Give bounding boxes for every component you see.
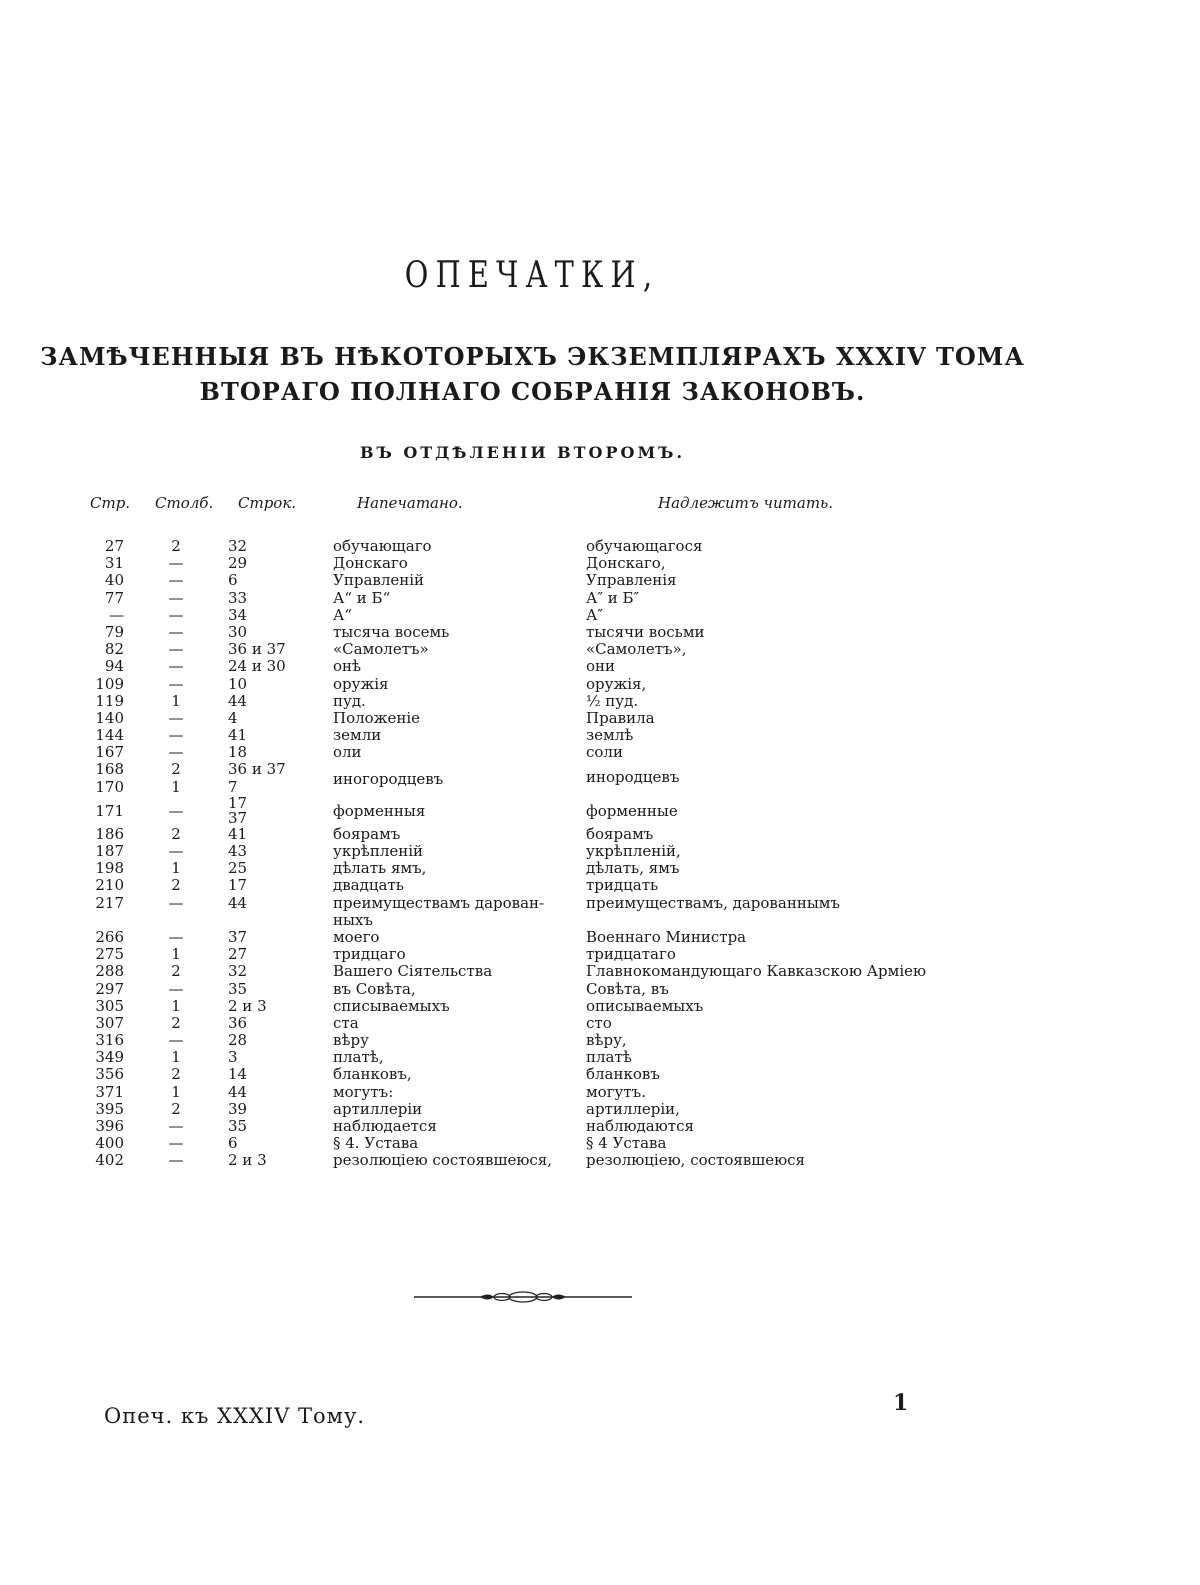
cell-line: 39 xyxy=(228,1099,248,1118)
cell-line: 3 xyxy=(228,1048,238,1067)
cell-column: 1 xyxy=(171,1048,181,1067)
cell-column: — xyxy=(168,588,184,607)
cell-column: — xyxy=(168,708,184,727)
cell-line: 17 xyxy=(228,876,248,895)
table-row xyxy=(0,555,1200,572)
cell-page: 109 xyxy=(95,674,124,693)
table-row xyxy=(0,1152,1200,1169)
table-row xyxy=(0,912,1200,929)
cell-page: 198 xyxy=(95,859,124,878)
cell-line: 43 xyxy=(228,842,248,860)
cell-line: 18 xyxy=(228,743,248,762)
cell-printed: иногородцевъ xyxy=(333,769,444,788)
cell-printed: Вашего Сіятельства xyxy=(333,962,493,981)
table-row xyxy=(0,693,1200,710)
cell-page: 144 xyxy=(95,726,124,745)
cell-should-read: укрѣпленій, xyxy=(586,842,681,860)
table-row xyxy=(0,929,1200,946)
ornament-divider xyxy=(414,1289,632,1305)
table-row xyxy=(0,1118,1200,1135)
cell-should-read: сто xyxy=(586,1013,612,1032)
cell-printed: артиллеріи xyxy=(333,1099,423,1118)
errata-table xyxy=(0,538,1200,1170)
cell-printed: укрѣпленій xyxy=(333,842,424,860)
cell-printed: обучающаго xyxy=(333,537,432,555)
cell-should-read: платѣ xyxy=(586,1048,632,1067)
cell-should-read: Правила xyxy=(586,708,655,727)
cell-line: 37 xyxy=(228,927,248,946)
cell-printed: боярамъ xyxy=(333,824,401,843)
cell-printed: въ Совѣта, xyxy=(333,979,416,998)
cell-line: 24 и 30 xyxy=(228,657,286,676)
table-row xyxy=(0,895,1200,912)
cell-page: 94 xyxy=(104,657,124,676)
cell-column: 2 xyxy=(171,1065,181,1084)
cell-should-read: Главнокомандующаго Кавказскою Арміею xyxy=(586,962,927,981)
table-row xyxy=(0,538,1200,555)
cell-printed: земли xyxy=(333,726,382,745)
cell-page: 217 xyxy=(95,893,124,912)
cell-page: 402 xyxy=(95,1151,124,1170)
cell-should-read: описываемыхъ xyxy=(586,996,704,1015)
cell-printed: оружія xyxy=(333,674,389,693)
cell-column: 1 xyxy=(171,691,181,710)
table-row xyxy=(0,590,1200,607)
cell-printed: ста xyxy=(333,1013,359,1032)
cell-printed: двадцать xyxy=(333,876,404,895)
cell-page: — xyxy=(109,605,124,624)
cell-column: — xyxy=(168,571,184,590)
cell-should-read: Донскаго, xyxy=(586,554,666,573)
cell-should-read: артиллеріи, xyxy=(586,1099,680,1118)
cell-should-read: боярамъ xyxy=(586,824,654,843)
cell-page: 349 xyxy=(95,1048,124,1067)
cell-page: 371 xyxy=(95,1082,124,1101)
cell-line: 41 xyxy=(228,726,248,745)
table-row xyxy=(0,1084,1200,1101)
cell-should-read: § 4 Устава xyxy=(586,1134,667,1153)
cell-printed: А“ и Б“ xyxy=(333,588,391,607)
cell-should-read: они xyxy=(586,657,616,676)
cell-column: 2 xyxy=(171,1013,181,1032)
cell-column: — xyxy=(168,1134,184,1153)
cell-column: 1 xyxy=(171,777,181,796)
header-column: Столб. xyxy=(155,494,214,512)
cell-should-read: преимуществамъ, дарованнымъ xyxy=(586,893,840,912)
table-row xyxy=(0,1066,1200,1083)
cell-line: 29 xyxy=(228,554,248,573)
cell-should-read: А″ и Б″ xyxy=(586,588,640,607)
cell-printed: тридцаго xyxy=(333,945,406,964)
cell-should-read: обучающагося xyxy=(586,537,703,555)
cell-page: 266 xyxy=(95,927,124,946)
cell-printed: бланковъ, xyxy=(333,1065,412,1084)
cell-page: 396 xyxy=(95,1117,124,1135)
cell-column: — xyxy=(168,726,184,745)
table-row xyxy=(0,1032,1200,1049)
cell-column: — xyxy=(168,605,184,624)
header-should-read: Надлежитъ читать. xyxy=(658,494,833,512)
cell-printed: форменныя xyxy=(333,801,426,820)
cell-line: 36 xyxy=(228,1013,248,1032)
cell-line: 2 и 3 xyxy=(228,1151,267,1170)
cell-page: 140 xyxy=(95,708,124,727)
cell-column: 1 xyxy=(171,859,181,878)
cell-line: 32 xyxy=(228,962,248,981)
table-row xyxy=(0,641,1200,658)
table-row xyxy=(0,572,1200,589)
cell-column: 2 xyxy=(171,876,181,895)
cell-printed: тысяча восемь xyxy=(333,622,450,641)
cell-column: 2 xyxy=(171,824,181,843)
cell-should-read: «Самолетъ», xyxy=(586,640,687,659)
table-row xyxy=(0,744,1200,761)
cell-line: 6 xyxy=(228,1134,238,1153)
cell-page: 356 xyxy=(95,1065,124,1084)
cell-line: 33 xyxy=(228,588,248,607)
cell-page: 77 xyxy=(104,588,124,607)
cell-page: 297 xyxy=(95,979,124,998)
cell-line: 35 xyxy=(228,1117,248,1135)
table-row xyxy=(0,877,1200,894)
table-row xyxy=(0,860,1200,877)
cell-printed: § 4. Устава xyxy=(333,1134,419,1153)
cell-page: 31 xyxy=(104,554,124,573)
cell-page: 316 xyxy=(95,1031,124,1050)
footer-volume-label: Опеч. къ XXXIV Тому. xyxy=(104,1404,366,1428)
cell-page: 168 xyxy=(95,760,124,779)
cell-line: 7 xyxy=(228,777,238,796)
cell-line: 4 xyxy=(228,708,238,727)
cell-page: 400 xyxy=(95,1134,124,1153)
cell-column: — xyxy=(168,554,184,573)
table-row xyxy=(0,793,1200,827)
cell-page: 167 xyxy=(95,743,124,762)
cell-line: 35 xyxy=(228,979,248,998)
cell-column: — xyxy=(168,657,184,676)
cell-should-read: вѣру, xyxy=(586,1031,627,1050)
cell-line: 32 xyxy=(228,537,248,555)
cell-page: 307 xyxy=(95,1013,124,1032)
table-row xyxy=(0,963,1200,980)
cell-printed: преимуществамъ дарован- xyxy=(333,893,545,912)
cell-column: 2 xyxy=(171,962,181,981)
cell-column: — xyxy=(168,640,184,659)
cell-column: — xyxy=(168,979,184,998)
cell-should-read: наблюдаются xyxy=(586,1117,694,1135)
subtitle-line-1: ЗАМѢЧЕННЫЯ ВЪ НѢКОТОРЫХЪ ЭКЗЕМПЛЯРАХЪ XXXIV ТОМА xyxy=(40,342,1025,371)
cell-printed: пуд. xyxy=(333,691,366,710)
cell-column: 1 xyxy=(171,996,181,1015)
cell-should-read: инородцевъ xyxy=(586,767,680,786)
cell-column: — xyxy=(168,893,184,912)
cell-should-read: дѣлать, ямъ xyxy=(586,859,680,878)
cell-column: — xyxy=(168,927,184,946)
cell-page: 79 xyxy=(104,622,124,641)
page-number: 1 xyxy=(893,1390,909,1416)
cell-should-read: Совѣта, въ xyxy=(586,979,669,998)
table-row xyxy=(0,607,1200,624)
cell-column: — xyxy=(168,743,184,762)
cell-printed: платѣ, xyxy=(333,1048,384,1067)
cell-printed: Управленій xyxy=(333,571,425,590)
cell-column: — xyxy=(168,622,184,641)
table-row xyxy=(0,624,1200,641)
cell-page: 210 xyxy=(95,876,124,895)
cell-line: 30 xyxy=(228,622,248,641)
cell-line: 36 и 37 xyxy=(228,760,286,779)
cell-page: 82 xyxy=(104,640,124,659)
cell-page: 288 xyxy=(95,962,124,981)
cell-should-read: тридцать xyxy=(586,876,659,895)
table-row xyxy=(0,710,1200,727)
cell-page: 170 xyxy=(95,777,124,796)
cell-column: — xyxy=(168,1031,184,1050)
table-row xyxy=(0,676,1200,693)
cell-column: 2 xyxy=(171,760,181,779)
header-printed: Напечатано. xyxy=(357,494,463,512)
cell-printed: оли xyxy=(333,743,362,762)
cell-line: 10 xyxy=(228,674,248,693)
cell-line: 28 xyxy=(228,1031,248,1050)
section-heading: ВЪ ОТДѢЛЕНІИ ВТОРОМЪ. xyxy=(359,443,686,462)
cell-printed: «Самолетъ» xyxy=(333,640,429,659)
cell-should-read: Военнаго Министра xyxy=(586,927,747,946)
cell-page: 119 xyxy=(95,691,124,710)
cell-should-read: ½ пуд. xyxy=(586,691,639,710)
cell-should-read: оружія, xyxy=(586,674,647,693)
cell-should-read: бланковъ xyxy=(586,1065,660,1084)
cell-column: — xyxy=(168,842,184,860)
page-title: ОПЕЧАТКИ, xyxy=(404,255,660,296)
header-line: Строк. xyxy=(238,494,297,512)
cell-line-second: 37 xyxy=(228,808,248,827)
cell-printed: онѣ xyxy=(333,657,362,676)
cell-should-read: Управленія xyxy=(586,571,677,590)
cell-column: 2 xyxy=(171,537,181,555)
cell-printed: дѣлать ямъ, xyxy=(333,859,427,878)
cell-should-read: могутъ. xyxy=(586,1082,646,1101)
cell-line: 36 и 37 xyxy=(228,640,286,659)
cell-page: 27 xyxy=(104,537,124,555)
cell-line: 44 xyxy=(228,691,248,710)
table-row xyxy=(0,727,1200,744)
cell-column: 2 xyxy=(171,1099,181,1118)
table-row xyxy=(0,1101,1200,1118)
cell-line xyxy=(228,793,248,827)
cell-printed: Донскаго xyxy=(333,554,408,573)
cell-printed: вѣру xyxy=(333,1031,369,1050)
table-row xyxy=(0,998,1200,1015)
cell-page: 305 xyxy=(95,996,124,1015)
cell-printed: наблюдается xyxy=(333,1117,437,1135)
cell-should-read: форменные xyxy=(586,801,678,820)
cell-line: 14 xyxy=(228,1065,248,1084)
cell-line: 6 xyxy=(228,571,238,590)
cell-should-read: тысячи восьми xyxy=(586,622,705,641)
header-page: Стр. xyxy=(90,494,131,512)
cell-page: 186 xyxy=(95,824,124,843)
table-row xyxy=(0,981,1200,998)
cell-line: 44 xyxy=(228,1082,248,1101)
table-row xyxy=(0,946,1200,963)
cell-printed: могутъ: xyxy=(333,1082,394,1101)
cell-line: 2 и 3 xyxy=(228,996,267,1015)
cell-should-read: соли xyxy=(586,743,623,762)
cell-column: 1 xyxy=(171,1082,181,1101)
cell-should-read: тридцатаго xyxy=(586,945,676,964)
cell-printed: Положеніе xyxy=(333,708,421,727)
cell-printed: списываемыхъ xyxy=(333,996,450,1015)
cell-page: 275 xyxy=(95,945,124,964)
cell-page: 395 xyxy=(95,1099,124,1118)
table-row xyxy=(0,843,1200,860)
cell-column: — xyxy=(168,674,184,693)
cell-printed: резолюціею состоявшеюся, xyxy=(333,1151,553,1170)
cell-line: 27 xyxy=(228,945,248,964)
cell-column: — xyxy=(168,801,184,820)
cell-line: 34 xyxy=(228,605,248,624)
table-row xyxy=(0,1049,1200,1066)
cell-printed: моего xyxy=(333,927,380,946)
cell-printed: А“ xyxy=(333,605,353,624)
cell-should-read: землѣ xyxy=(586,726,634,745)
cell-column: — xyxy=(168,1151,184,1170)
subtitle-line-2: ВТОРАГО ПОЛНАГО СОБРАНІЯ ЗАКОНОВЪ. xyxy=(199,377,866,406)
table-row xyxy=(0,1015,1200,1032)
cell-line: 44 xyxy=(228,893,248,912)
cell-column: — xyxy=(168,1117,184,1135)
cell-line: 41 xyxy=(228,824,248,843)
cell-should-read: резолюціею, состоявшеюся xyxy=(586,1151,806,1170)
cell-should-read: А″ xyxy=(586,605,603,624)
cell-line-first: 17 xyxy=(228,793,248,812)
cell-page: 40 xyxy=(104,571,124,590)
cell-page: 187 xyxy=(95,842,124,860)
table-row xyxy=(0,1135,1200,1152)
table-row xyxy=(0,826,1200,843)
cell-printed: ныхъ xyxy=(333,910,373,929)
cell-column: 1 xyxy=(171,945,181,964)
table-row xyxy=(0,658,1200,675)
cell-line: 25 xyxy=(228,859,248,878)
cell-page: 171 xyxy=(95,801,124,820)
